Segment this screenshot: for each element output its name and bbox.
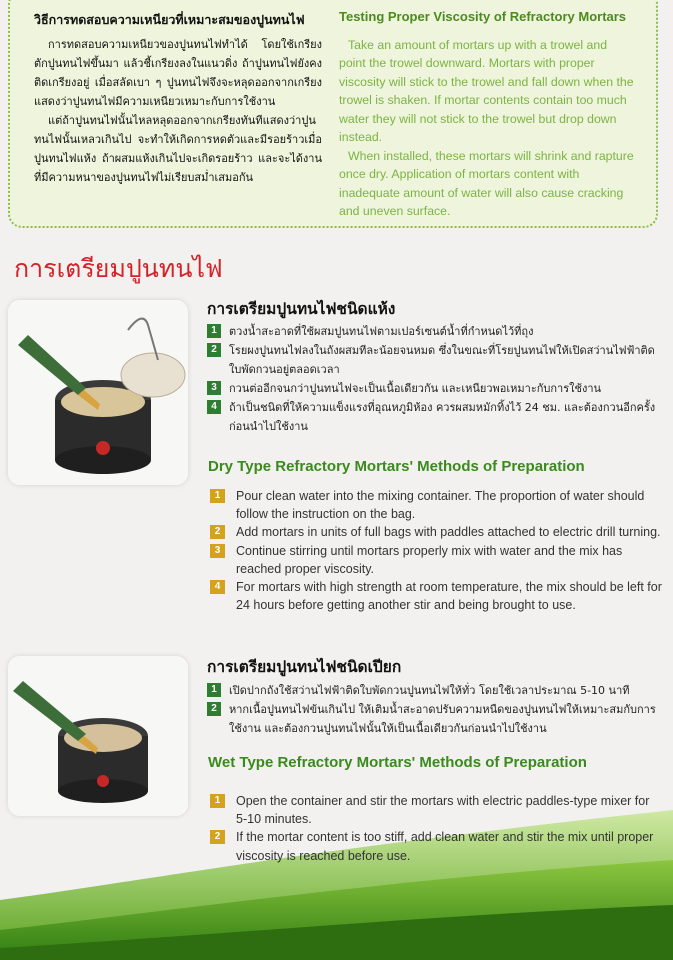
thai-viscosity-heading: วิธีการทดสอบความเหนียวที่เหมาะสมของปูนทนไฟ <box>34 12 305 27</box>
english-viscosity-heading: Testing Proper Viscosity of Refractory Mortars <box>339 9 627 24</box>
step-text: หากเนื้อปูนทนไฟข้นเกินไป ให้เติมน้ำสะอาดปรับความหนืดของปูนทนไฟให้เหมาะสมกับการใช้งาน และต้องกวนปูนทนไฟนั้นให้เป็นเนื้อเดียวกันก่อนนำไปใช้งาน <box>229 703 656 735</box>
list-item <box>208 792 663 828</box>
step-number-badge: 1 <box>210 794 225 808</box>
step-text: โรยผงปูนทนไฟลงในถังผสมทีละน้อยจนหมด ซึ่งในขณะที่โรยปูนทนไฟให้เปิดสว่านไฟฟ้าติดใบพัดกวนอยู่ตลอดเวลา <box>229 344 655 376</box>
step-number-badge: 4 <box>210 580 225 594</box>
thai-viscosity-column <box>34 10 322 187</box>
english-viscosity-column <box>339 8 635 221</box>
step-number-badge: 3 <box>207 381 221 395</box>
list-item <box>207 379 662 398</box>
dry-mixing-photo <box>8 300 188 485</box>
wet-thai-heading: การเตรียมปูนทนไฟชนิดเปียก <box>207 658 402 676</box>
list-item <box>208 828 663 864</box>
step-number-badge: 2 <box>210 830 225 844</box>
dry-thai-steps <box>207 322 662 436</box>
step-number-badge: 1 <box>207 324 221 338</box>
step-number-badge: 2 <box>207 702 221 716</box>
step-text: Add mortars in units of full bags with paddles attached to electric drill turning. <box>236 525 661 540</box>
section-title: การเตรียมปูนทนไฟ <box>14 254 223 283</box>
wet-english-steps <box>208 792 663 865</box>
dry-english-steps <box>208 487 663 614</box>
step-number-badge: 2 <box>210 525 225 539</box>
step-text: กวนต่ออีกจนกว่าปูนทนไฟจะเป็นเนื้อเดียวกัน และเหนียวพอเหมาะกับการใช้งาน <box>229 382 602 395</box>
list-item <box>207 341 662 379</box>
list-item <box>207 681 662 700</box>
step-text: Pour clean water into the mixing container. The proportion of water should follow the instruction on the bag. <box>236 489 645 522</box>
step-text: ถ้าเป็นชนิดที่ให้ความแข็งแรงที่อุณหภูมิห้อง ควรผสมหมักทิ้งไว้ 24 ชม. และต้องกวนอีกครั้งก่อนนำไปใช้งาน <box>229 401 656 433</box>
step-text: For mortars with high strength at room temperature, the mix should be left for 24 hours before getting another stir and being brought to use. <box>236 580 662 613</box>
english-viscosity-paragraph-2: When installed, these mortars will shrink and rapture once dry. Application of mortars content with inadequate amount of water will also cause cracking and uneven surface. <box>339 148 634 218</box>
bucket-mixing-illustration <box>8 300 188 485</box>
step-number-badge: 2 <box>207 343 221 357</box>
list-item <box>207 700 662 738</box>
list-item <box>208 578 663 614</box>
list-item <box>208 523 663 541</box>
step-number-badge: 4 <box>207 400 221 414</box>
thai-viscosity-paragraph-1: การทดสอบความเหนียวของปูนทนไฟทำได้ โดยใช้เกรียงตักปูนทนไฟขึ้นมา แล้วชี้เกรียงลงในแนวดิ่ง ถ้าปูนทนไฟยังคงติดเกรียงอยู่ เมื่อสลัดเบา ๆ ปูนทนไฟจึงจะหลุดออกจากเกรียง แสดงว่าปูนทนไฟมีความเหนียวเหมาะกับการใช้งาน <box>34 38 322 108</box>
step-number-badge: 1 <box>210 489 225 503</box>
list-item <box>207 398 662 436</box>
list-item <box>207 322 662 341</box>
step-text: Continue stirring until mortars properly mix with water and the mix has reached proper viscosity. <box>236 543 623 576</box>
step-text: เปิดปากถังใช้สว่านไฟฟ้าติดใบพัดกวนปูนทนไฟให้ทั่ว โดยใช้เวลาประมาณ 5-10 นาที <box>229 684 630 697</box>
wet-english-heading: Wet Type Refractory Mortars' Methods of Preparation <box>208 754 587 771</box>
dry-thai-heading: การเตรียมปูนทนไฟชนิดแห้ง <box>207 300 396 318</box>
step-text: Open the container and stir the mortars with electric paddles-type mixer for 5-10 minutes. <box>236 794 650 827</box>
step-text: If the mortar content is too stiff, add clean water and stir the mix until proper viscosity is reached before use. <box>236 830 654 863</box>
thai-viscosity-paragraph-2: แต่ถ้าปูนทนไฟนั้นไหลหลุดออกจากเกรียงทันทีแสดงว่าปูนทนไฟนั้นเหลวเกินไป จะทำให้เกิดการหดตัวและมีรอยร้าวเมื่อปูนทนไฟแห้ง ถ้าผสมแห้งเกินไปจะเกิดรอยร้าว และจะได้งานที่มีความหนาของปูนทนไฟไม่เรียบสม่ำเสมอกัน <box>34 114 322 184</box>
step-number-badge: 1 <box>207 683 221 697</box>
list-item <box>208 487 663 523</box>
english-viscosity-paragraph-1: Take an amount of mortars up with a trowel and point the trowel downward. Mortars with proper viscosity will stick to the trowel and fall down when the trowel is shaken. If mortar contents contain too much water they will not stick to the trowel but drop down instead. <box>339 37 634 144</box>
step-text: ตวงน้ำสะอาดที่ใช้ผสมปูนทนไฟตามเปอร์เซนต์น้ำที่กำหนดไว้ที่ถุง <box>229 325 534 338</box>
list-item <box>208 542 663 578</box>
step-number-badge: 3 <box>210 544 225 558</box>
dry-english-heading: Dry Type Refractory Mortars' Methods of Preparation <box>208 458 585 475</box>
wet-thai-steps <box>207 681 662 738</box>
